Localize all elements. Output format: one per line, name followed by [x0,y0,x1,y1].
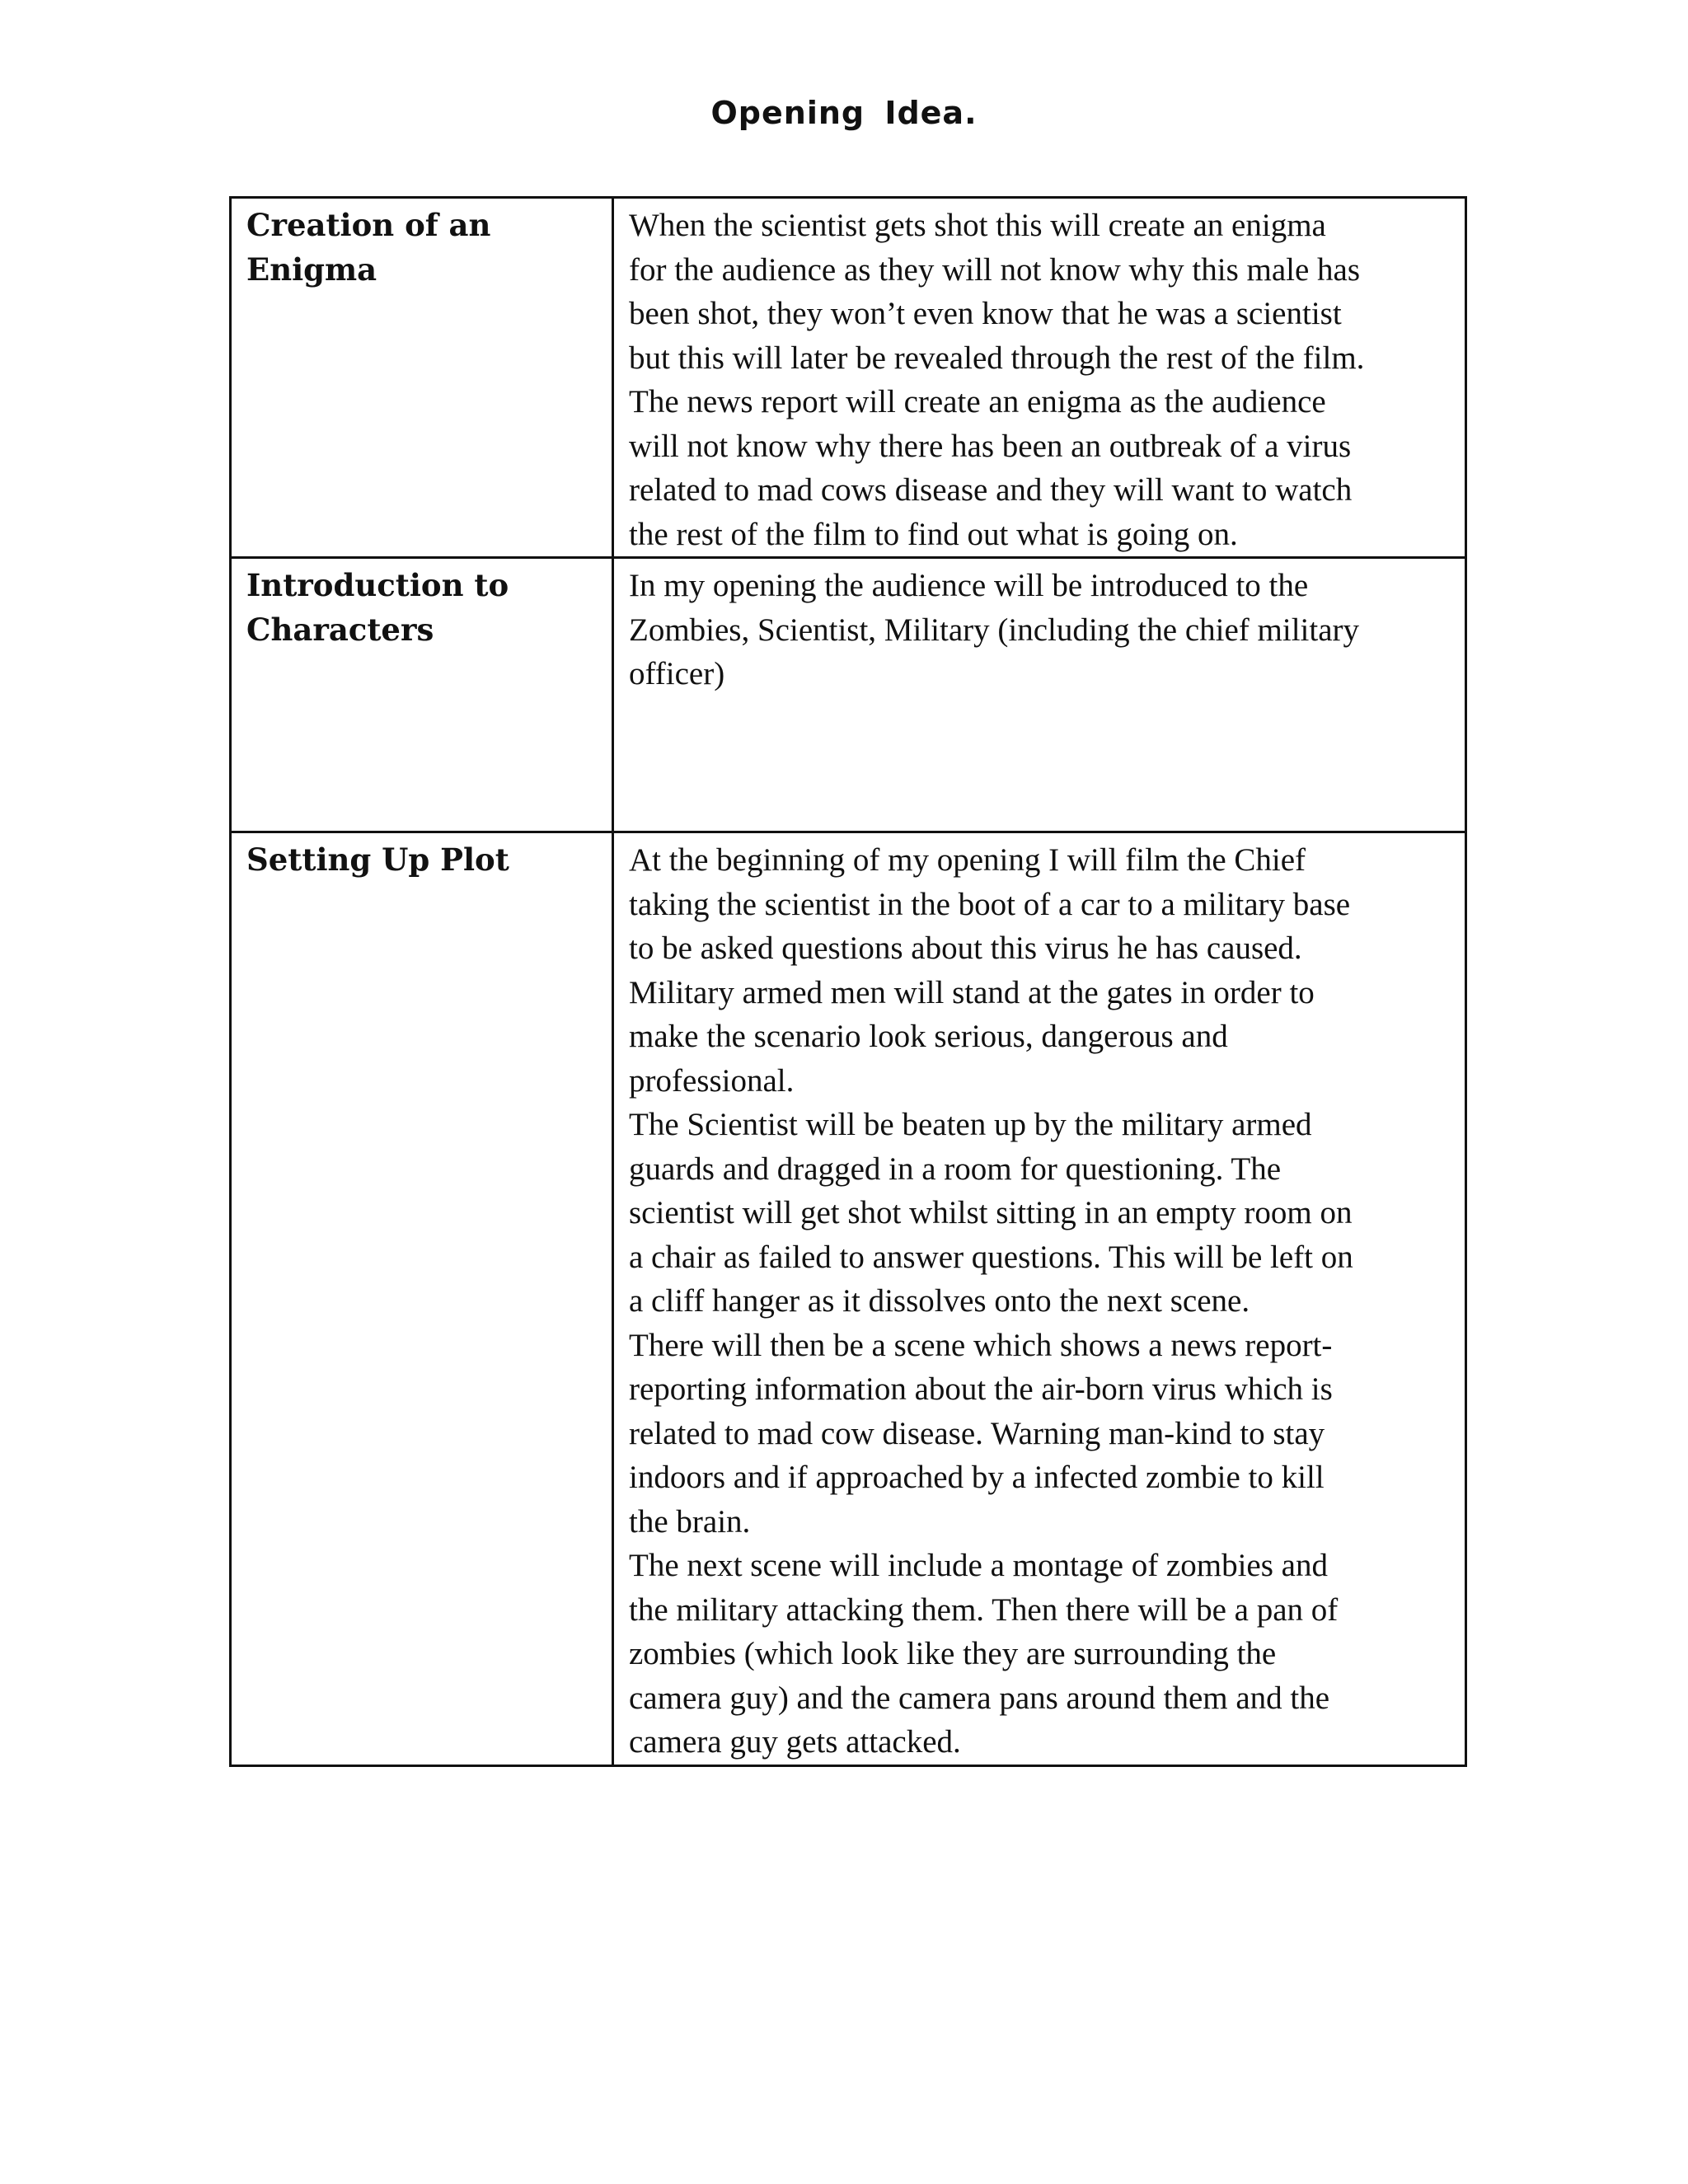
content-line: There will then be a scene which shows a news report- [629,1327,1333,1363]
content-line: a chair as failed to answer questions. This will be left on [629,1239,1353,1275]
row-label-line: Characters [246,611,434,648]
content-line: guards and dragged in a room for questioning. The [629,1151,1282,1187]
content-line: The news report will create an enigma as the audience [629,384,1326,419]
content-line: scientist will get shot whilst sitting in an empty room on [629,1195,1353,1230]
content-line: camera guy) and the camera pans around them and the [629,1680,1330,1716]
row-content [613,832,1466,1766]
row-label-line: Introduction to [246,567,509,603]
table-row [231,832,1466,1766]
table-row [231,198,1466,558]
content-line: related to mad cows disease and they will want to watch [629,472,1353,508]
content-line: the brain. [629,1503,751,1540]
content-line: reporting information about the air-born virus which is [629,1371,1333,1407]
row-content [613,198,1466,558]
row-label: Creation of an Enigma [231,198,613,558]
page-title: Opening Idea. [710,95,978,131]
content-line: At the beginning of my opening I will film the Chief [629,842,1306,878]
content-line: zombies (which look like they are surrounding the [629,1636,1277,1671]
content-line: the military attacking them. Then there will be a pan of [629,1591,1339,1628]
content-line: taking the scientist in the boot of a car to a military base [629,886,1351,922]
content-line: to be asked questions about this virus he has caused. [629,930,1302,966]
content-line: The Scientist will be beaten up by the military armed [629,1107,1312,1142]
opening-idea-table [229,196,1467,1767]
content-line: but this will later be revealed through the rest of the film. [629,340,1365,376]
content-line: been shot, they won’t even know that he was a scientist [629,296,1342,331]
content-line: professional. [629,1062,795,1099]
content-line: The next scene will include a montage of zombies and [629,1548,1328,1583]
content-line: In my opening the audience will be introduced to the [629,568,1309,603]
content-line: make the scenario look serious, dangerous and [629,1019,1228,1054]
row-label: Setting Up Plot [231,832,613,1766]
content-line: a cliff hanger as it dissolves onto the next scene. [629,1283,1250,1319]
row-label [231,558,613,832]
content-line: for the audience as they will not know why this male has [629,251,1361,288]
content-line: Zombies, Scientist, Military (including the chief military [629,612,1359,648]
content-line: related to mad cow disease. Warning man-kind to stay [629,1415,1325,1451]
content-line: indoors and if approached by a infected zombie to kill [629,1460,1325,1495]
content-line: When the scientist gets shot this will create an enigma [629,208,1326,243]
row-content [613,558,1466,832]
content-line: Military armed men will stand at the gates in order to [629,974,1315,1010]
content-line: officer) [629,656,725,691]
content-line: the rest of the film to find out what is going on. [629,516,1238,552]
content-line: will not know why there has been an outbreak of a virus [629,428,1352,464]
content-line: camera guy gets attacked. [629,1724,961,1760]
table-row [231,558,1466,832]
